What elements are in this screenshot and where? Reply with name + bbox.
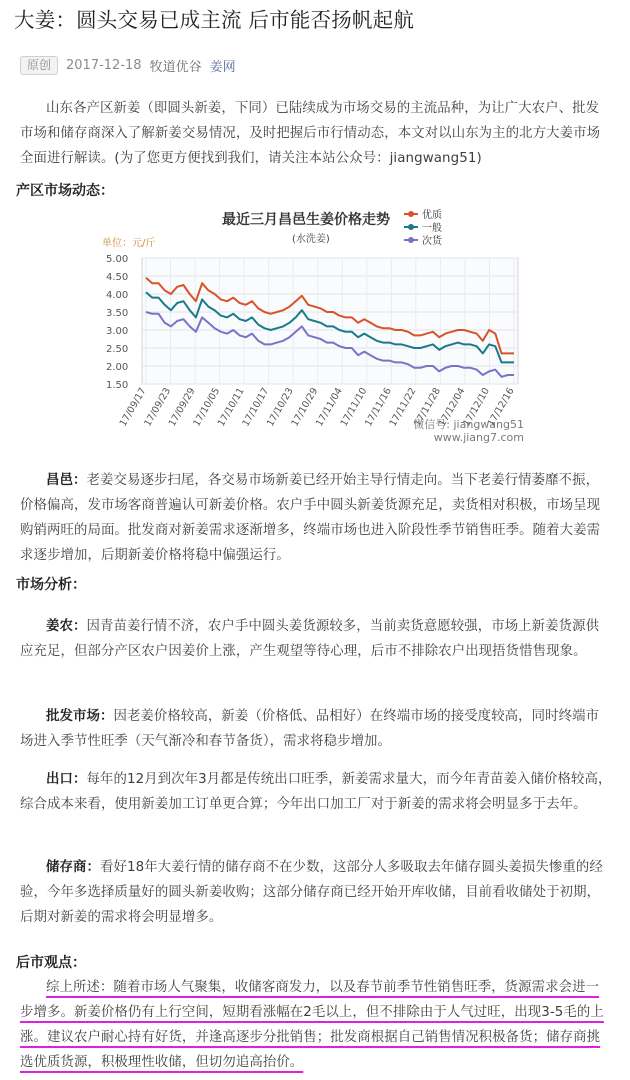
x-tick-label: 17/12/04 (436, 386, 468, 429)
pifa-text: 因老姜价格较高，新姜（价格低、品相好）在终端市场的接受度较高，同时终端市场进入季节性旺季（天气渐冷和春节备货），需求将稳步增加。 (20, 709, 600, 749)
pifa-paragraph (20, 704, 612, 754)
summary-text: 综上所述：随着市场人气聚集，收储客商发力，以及春节前季节性销售旺季，货源需求会进一步增多。新姜价格仍有上行空间，短期看涨幅在2毛以上，但不排除由于人气过旺，出现3-5毛的上涨。建议农户耐心持有好货，并逢高逐步分批销售；批发商根据自己销售情况积极备货；储存商挑选优质货源，积极理性收储，但切勿追高抬价。 (20, 980, 604, 1070)
x-tick-label: 17/10/11 (215, 386, 247, 429)
x-tick-label: 17/12/10 (461, 386, 493, 429)
original-badge: 原创 (20, 56, 58, 75)
legend-marker-2 (408, 237, 414, 243)
account-link[interactable]: 姜网 (209, 59, 236, 75)
y-tick-label: 1.50 (106, 380, 129, 391)
author-name[interactable]: 牧道优谷 (149, 59, 202, 75)
intro-paragraph: 山东各产区新姜（即圆头新姜，下同）已陆续成为市场交易的主流品种，为让广大农户、批发市场和储存商深入了解新姜交易情况，及时把握后市行情动态，本文对以山东为主的北方大姜市场全面进行解读。(为了您更方便找到我们，请关注本站公众号：jiangwang51) (20, 101, 601, 166)
plot-area (142, 258, 518, 384)
y-tick-label: 3.00 (106, 326, 129, 337)
x-tick-label: 17/11/28 (412, 386, 443, 429)
x-tick-label: 17/09/23 (142, 386, 174, 429)
chukou-text: 每年的12月到次年3月都是传统出口旺季，新姜需求量大，而今年青苗姜入储价格较高，综合成本来看，使用新姜加工订单更合算；今年出口加工厂对于新姜的需求将会明显多于去年。 (20, 772, 612, 812)
chukou-lead: 出口： (46, 772, 87, 787)
x-tick-label: 17/12/16 (485, 386, 517, 429)
chart-subtitle: (水洗姜) (292, 234, 330, 245)
pifa-lead: 批发市场： (46, 709, 114, 724)
x-tick-label: 17/10/05 (191, 386, 223, 429)
x-tick-label: 17/10/29 (289, 386, 321, 429)
section-heading-outlook: 后市观点： (16, 955, 86, 971)
section-heading-analysis: 市场分析： (16, 577, 86, 593)
chukou-paragraph (20, 767, 612, 817)
y-tick-label: 4.00 (106, 290, 129, 301)
summary-paragraph (20, 975, 612, 1075)
x-tick-label: 17/11/22 (387, 386, 419, 429)
article-meta (20, 55, 236, 75)
legend-marker-0 (408, 211, 414, 217)
x-tick-label: 17/11/04 (314, 386, 345, 429)
chart-watermark (413, 418, 524, 444)
x-tick-label: 17/11/10 (338, 386, 370, 429)
legend-marker-1 (408, 224, 414, 230)
x-tick-label: 17/10/23 (264, 386, 296, 429)
jiangnong-paragraph (20, 614, 612, 664)
price-trend-chart (100, 200, 534, 458)
y-tick-label: 2.00 (106, 362, 129, 373)
publish-date: 2017-12-18 (66, 57, 142, 73)
watermark-site: www.jiang7.com (433, 431, 524, 444)
changyi-paragraph (20, 468, 612, 568)
x-tick-label: 17/10/17 (240, 386, 272, 429)
jiangnong-text: 因青苗姜行情不济，农户手中圆头姜货源较多，当前卖货意愿较强，市场上新姜货源供应充足，但部分产区农户因姜价上涨，产生观望等待心理，后市不排除农户出现捂货惜售现象。 (20, 619, 600, 659)
legend-label-1: 一般 (422, 223, 442, 234)
jiangnong-lead: 姜农： (46, 619, 87, 634)
x-tick-label: 17/09/29 (166, 386, 198, 429)
chucun-lead: 储存商： (46, 860, 100, 875)
changyi-lead: 昌邑： (46, 473, 87, 488)
section-heading-market-dynamics: 产区市场动态： (16, 183, 114, 199)
changyi-text: 老姜交易逐步扫尾，各交易市场新姜已经开始主导行情走向。当下老姜行情萎靡不振，价格偏高，发市场客商普遍认可新姜价格。农户手中圆头新姜货源充足，卖货相对积极，市场呈现购销两旺的局面。批发商对新姜需求逐渐增多，终端市场也进入阶段性季节销售旺季。随着大姜需求逐步增加，后期新姜价格将稳中偏强运行。 (20, 473, 601, 563)
legend-label-2: 次货 (422, 236, 442, 247)
y-tick-label: 2.50 (106, 344, 129, 355)
y-tick-label: 5.00 (106, 254, 129, 265)
chucun-paragraph (20, 855, 612, 930)
article-title: 大姜：圆头交易已成主流 后市能否扬帆起航 (14, 8, 415, 32)
x-tick-label: 17/09/17 (117, 386, 149, 429)
chart-unit-label: 单位：元/斤 (102, 238, 156, 249)
y-tick-label: 3.50 (106, 308, 129, 319)
watermark-wechat: 微信号: jiangwang51 (413, 418, 524, 431)
legend-label-0: 优质 (422, 210, 442, 221)
chucun-text: 看好18年大姜行情的储存商不在少数，这部分人多吸取去年储存圆头姜损失惨重的经验，今年多选择质量好的圆头新姜收购；这部分储存商已经开始开库收储，目前看收储处于初期，后期对新姜的需求将会明显增多。 (20, 860, 603, 925)
y-tick-label: 4.50 (106, 272, 129, 283)
x-tick-label: 17/11/16 (363, 386, 394, 429)
chart-title: 最近三月昌邑生姜价格走势 (222, 212, 390, 228)
